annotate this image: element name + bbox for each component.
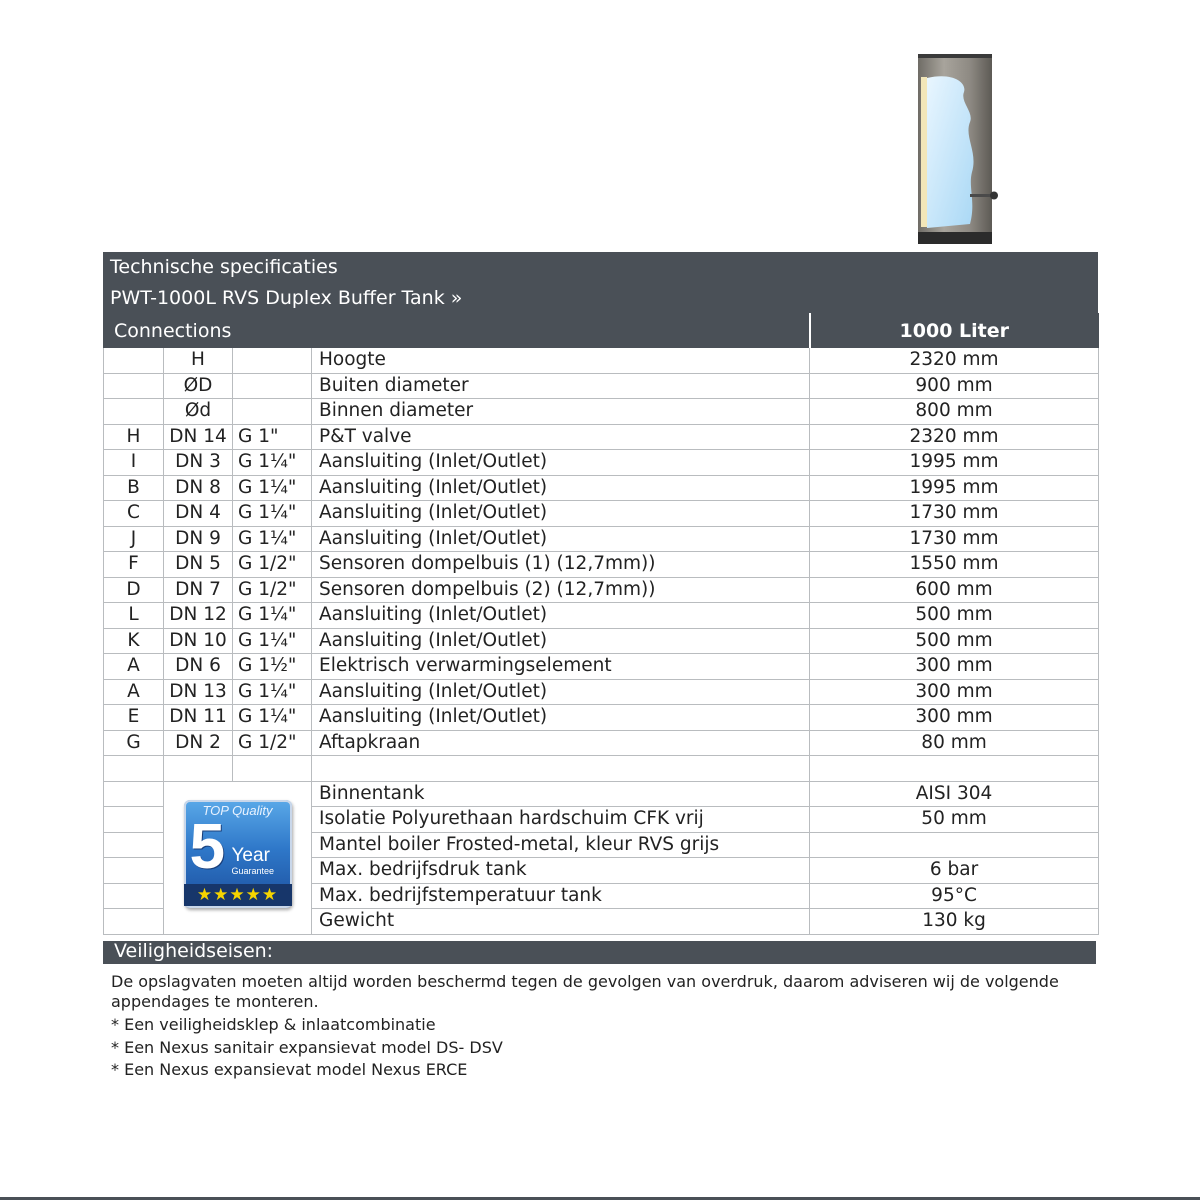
connection-thread: G 1/2" bbox=[233, 730, 312, 756]
table-row bbox=[104, 450, 1099, 476]
table-row bbox=[104, 501, 1099, 527]
spec-value: 130 kg bbox=[810, 909, 1099, 935]
spec-description: Buiten diameter bbox=[312, 373, 810, 399]
spec-value: 50 mm bbox=[810, 807, 1099, 833]
connection-dn: DN 5 bbox=[164, 552, 233, 578]
table-row bbox=[104, 654, 1099, 680]
connection-dn: DN 7 bbox=[164, 577, 233, 603]
safety-intro: De opslagvaten moeten altijd worden beschermd tegen de gevolgen van overdruk, daarom adviseren wij de volgende appendages te monteren. bbox=[111, 972, 1059, 1011]
connection-dn: DN 4 bbox=[164, 501, 233, 527]
spec-description: Aansluiting (Inlet/Outlet) bbox=[312, 526, 810, 552]
spec-description: Mantel boiler Frosted-metal, kleur RVS grijs bbox=[312, 832, 810, 858]
safety-title: Veiligheidseisen: bbox=[114, 940, 274, 962]
connections-label: Connections bbox=[104, 314, 810, 348]
spec-description: Aftapkraan bbox=[312, 730, 810, 756]
spec-description: Aansluiting (Inlet/Outlet) bbox=[312, 705, 810, 731]
spec-value: AISI 304 bbox=[810, 781, 1099, 807]
table-row bbox=[104, 679, 1099, 705]
connection-dn: DN 3 bbox=[164, 450, 233, 476]
spec-value: 600 mm bbox=[810, 577, 1099, 603]
spec-value: 500 mm bbox=[810, 628, 1099, 654]
spec-description: P&T valve bbox=[312, 424, 810, 450]
connection-letter: F bbox=[104, 552, 164, 578]
connection-letter: K bbox=[104, 628, 164, 654]
spec-description: Aansluiting (Inlet/Outlet) bbox=[312, 501, 810, 527]
table-row bbox=[104, 552, 1099, 578]
spec-value: 500 mm bbox=[810, 603, 1099, 629]
spec-description: Max. bedrijfsdruk tank bbox=[312, 858, 810, 884]
table-row bbox=[104, 705, 1099, 731]
empty-cell bbox=[312, 756, 810, 782]
spec-description: Aansluiting (Inlet/Outlet) bbox=[312, 603, 810, 629]
empty-cell bbox=[104, 858, 164, 884]
spec-description: Gewicht bbox=[312, 909, 810, 935]
table-row bbox=[104, 475, 1099, 501]
buffer-tank-image bbox=[912, 52, 1002, 246]
safety-bullet: * Een Nexus expansievat model Nexus ERCE bbox=[111, 1060, 468, 1079]
empty-cell bbox=[104, 883, 164, 909]
spec-value: 2320 mm bbox=[810, 424, 1099, 450]
product-title: PWT-1000L RVS Duplex Buffer Tank » bbox=[110, 287, 463, 309]
spec-description: Binnentank bbox=[312, 781, 810, 807]
connection-dn: DN 13 bbox=[164, 679, 233, 705]
badge-guarantee: Guarantee bbox=[231, 866, 275, 876]
spec-header bbox=[103, 252, 1098, 313]
safety-bullet: * Een Nexus sanitair expansievat model DS- DSV bbox=[111, 1037, 503, 1057]
spec-value: 80 mm bbox=[810, 730, 1099, 756]
spacer-row bbox=[104, 756, 1099, 782]
material-row bbox=[104, 781, 1099, 807]
connection-dn: DN 10 bbox=[164, 628, 233, 654]
connection-dn: Ød bbox=[164, 399, 233, 425]
spec-description: Aansluiting (Inlet/Outlet) bbox=[312, 475, 810, 501]
connection-thread: G 1¼" bbox=[233, 501, 312, 527]
empty-cell bbox=[810, 756, 1099, 782]
empty-cell bbox=[104, 807, 164, 833]
connection-letter: D bbox=[104, 577, 164, 603]
connection-dn: DN 11 bbox=[164, 705, 233, 731]
connection-letter: A bbox=[104, 679, 164, 705]
empty-cell bbox=[104, 781, 164, 807]
spec-value: 1550 mm bbox=[810, 552, 1099, 578]
spec-description: Elektrisch verwarmingselement bbox=[312, 654, 810, 680]
spec-value: 95°C bbox=[810, 883, 1099, 909]
connection-letter: E bbox=[104, 705, 164, 731]
safety-text bbox=[111, 972, 1071, 1082]
connection-thread: G 1¼" bbox=[233, 705, 312, 731]
safety-header bbox=[103, 941, 1096, 964]
connection-dn: DN 6 bbox=[164, 654, 233, 680]
spec-title: Technische specificaties bbox=[110, 256, 338, 278]
table-row bbox=[104, 348, 1099, 374]
table-row bbox=[104, 373, 1099, 399]
spec-table bbox=[103, 313, 1099, 935]
empty-cell bbox=[233, 756, 312, 782]
connection-letter bbox=[104, 399, 164, 425]
spec-description: Sensoren dompelbuis (1) (12,7mm)) bbox=[312, 552, 810, 578]
connection-thread: G 1½" bbox=[233, 654, 312, 680]
connections-header-row bbox=[104, 314, 1099, 348]
table-row bbox=[104, 424, 1099, 450]
connection-thread: G 1" bbox=[233, 424, 312, 450]
spec-description: Aansluiting (Inlet/Outlet) bbox=[312, 679, 810, 705]
connection-dn: DN 14 bbox=[164, 424, 233, 450]
spec-description: Aansluiting (Inlet/Outlet) bbox=[312, 628, 810, 654]
connection-thread bbox=[233, 373, 312, 399]
spec-value: 2320 mm bbox=[810, 348, 1099, 374]
connection-thread bbox=[233, 348, 312, 374]
connection-dn: DN 12 bbox=[164, 603, 233, 629]
connection-dn: H bbox=[164, 348, 233, 374]
connection-dn: ØD bbox=[164, 373, 233, 399]
connection-letter: J bbox=[104, 526, 164, 552]
connection-letter: I bbox=[104, 450, 164, 476]
spec-value: 1995 mm bbox=[810, 450, 1099, 476]
spec-value: 900 mm bbox=[810, 373, 1099, 399]
connection-thread: G 1¼" bbox=[233, 679, 312, 705]
spec-description: Sensoren dompelbuis (2) (12,7mm)) bbox=[312, 577, 810, 603]
connection-letter: C bbox=[104, 501, 164, 527]
guarantee-badge-cell bbox=[164, 781, 312, 934]
spec-value: 800 mm bbox=[810, 399, 1099, 425]
safety-bullet: * Een veiligheidsklep & inlaatcombinatie bbox=[111, 1015, 436, 1034]
capacity-label: 1000 Liter bbox=[810, 314, 1099, 348]
spec-value: 6 bar bbox=[810, 858, 1099, 884]
connection-dn: DN 2 bbox=[164, 730, 233, 756]
connection-letter bbox=[104, 348, 164, 374]
connection-letter: B bbox=[104, 475, 164, 501]
badge-stars: ★★★★★ bbox=[184, 884, 292, 906]
connection-thread: G 1/2" bbox=[233, 552, 312, 578]
empty-cell bbox=[104, 756, 164, 782]
table-row bbox=[104, 526, 1099, 552]
connection-thread: G 1¼" bbox=[233, 603, 312, 629]
spec-value bbox=[810, 832, 1099, 858]
spec-description: Binnen diameter bbox=[312, 399, 810, 425]
spec-value: 300 mm bbox=[810, 679, 1099, 705]
connection-thread bbox=[233, 399, 312, 425]
connection-letter: A bbox=[104, 654, 164, 680]
connection-letter: G bbox=[104, 730, 164, 756]
badge-top-text: TOP Quality bbox=[202, 803, 273, 818]
badge-year: Year bbox=[231, 845, 270, 866]
safety-bullets bbox=[111, 1014, 1071, 1082]
connection-letter bbox=[104, 373, 164, 399]
spec-value: 1730 mm bbox=[810, 501, 1099, 527]
spec-value: 1995 mm bbox=[810, 475, 1099, 501]
table-row bbox=[104, 577, 1099, 603]
connection-thread: G 1¼" bbox=[233, 628, 312, 654]
empty-cell bbox=[104, 832, 164, 858]
spec-value: 1730 mm bbox=[810, 526, 1099, 552]
connection-letter: H bbox=[104, 424, 164, 450]
table-row bbox=[104, 628, 1099, 654]
spec-description: Aansluiting (Inlet/Outlet) bbox=[312, 450, 810, 476]
connection-thread: G 1/2" bbox=[233, 577, 312, 603]
table-row bbox=[104, 399, 1099, 425]
spec-value: 300 mm bbox=[810, 705, 1099, 731]
spec-description: Max. bedrijfstemperatuur tank bbox=[312, 883, 810, 909]
connection-thread: G 1¼" bbox=[233, 526, 312, 552]
table-row bbox=[104, 730, 1099, 756]
badge-number: 5 bbox=[189, 810, 226, 882]
connection-thread: G 1¼" bbox=[233, 450, 312, 476]
spec-value: 300 mm bbox=[810, 654, 1099, 680]
connection-dn: DN 8 bbox=[164, 475, 233, 501]
guarantee-badge bbox=[184, 800, 292, 908]
connection-dn: DN 9 bbox=[164, 526, 233, 552]
empty-cell bbox=[164, 756, 233, 782]
connection-letter: L bbox=[104, 603, 164, 629]
empty-cell bbox=[104, 909, 164, 935]
spec-description: Isolatie Polyurethaan hardschuim CFK vrij bbox=[312, 807, 810, 833]
connection-thread: G 1¼" bbox=[233, 475, 312, 501]
spec-description: Hoogte bbox=[312, 348, 810, 374]
table-row bbox=[104, 603, 1099, 629]
